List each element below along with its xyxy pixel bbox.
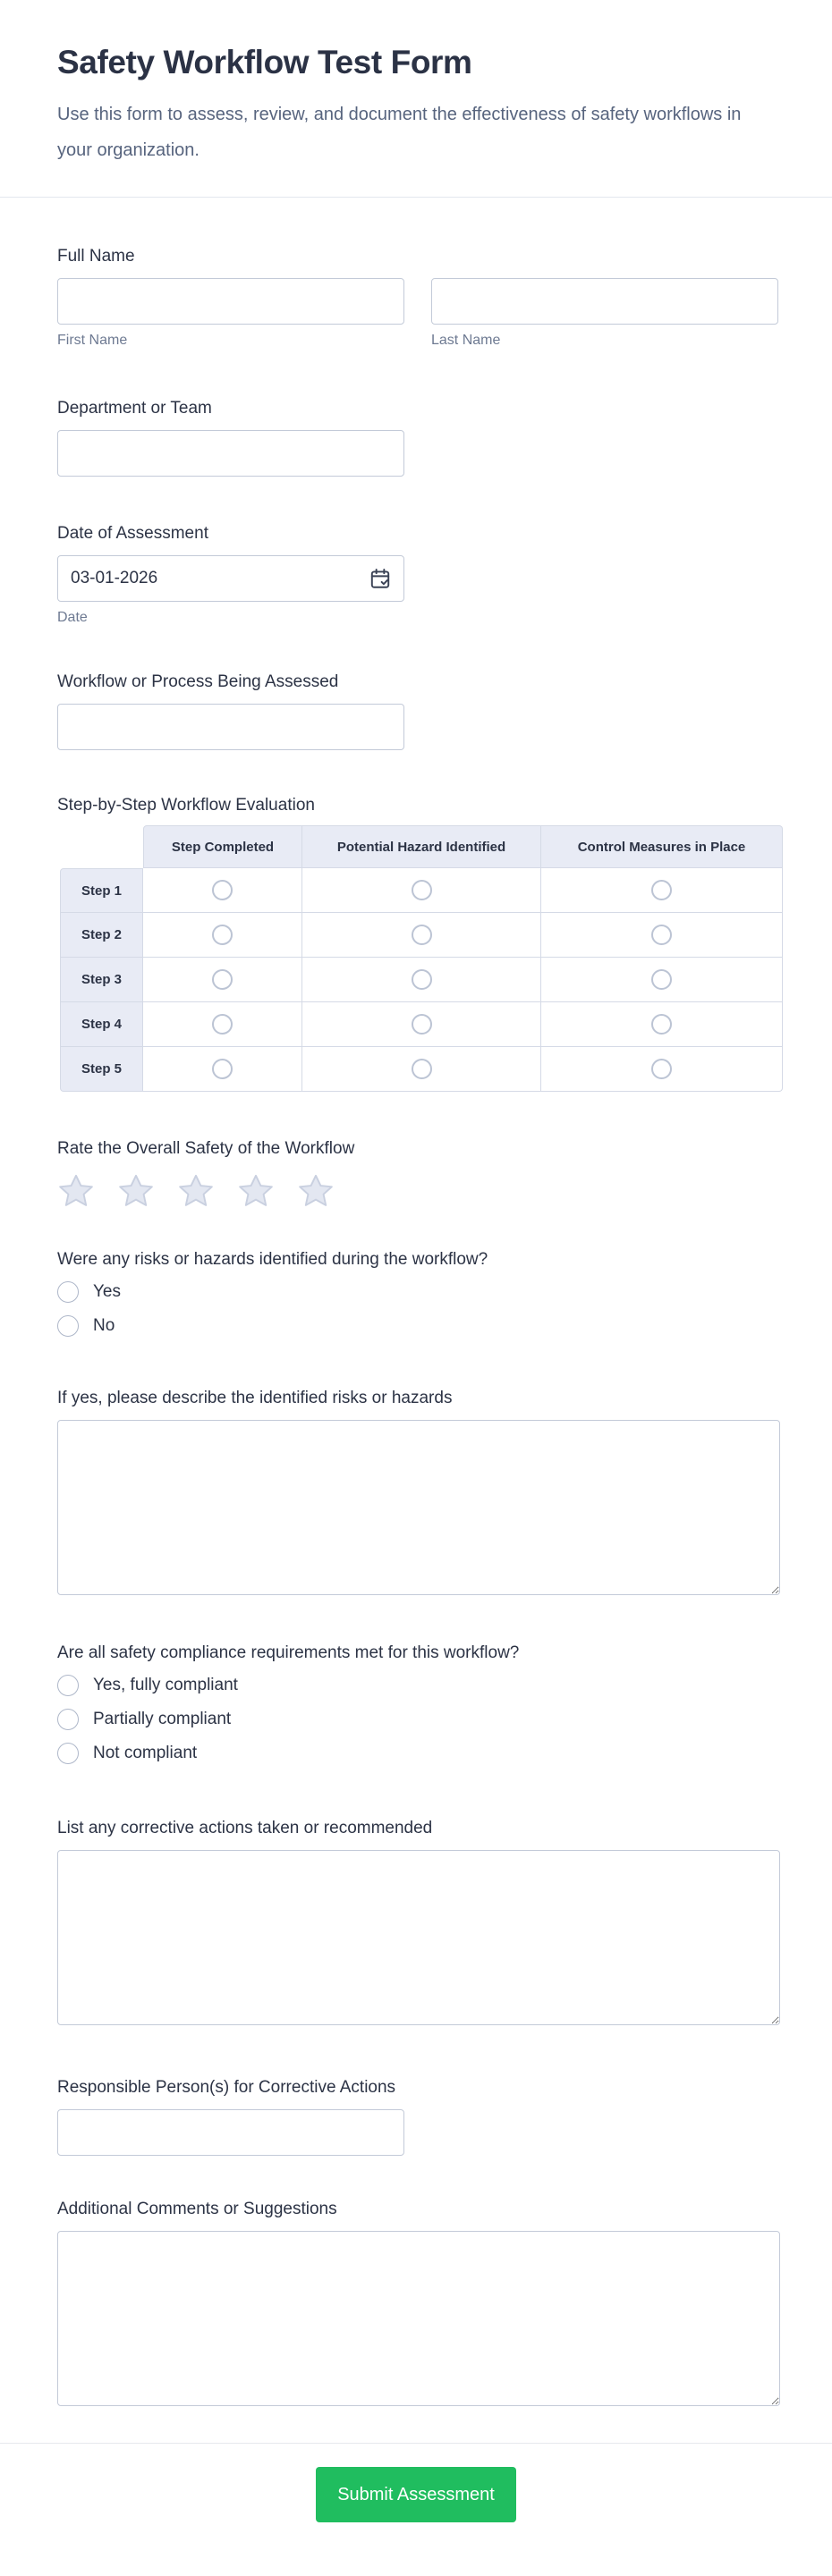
workflow-label: Workflow or Process Being Assessed (57, 672, 339, 691)
radio-icon (212, 880, 233, 900)
first-name-sublabel: First Name (57, 333, 128, 348)
responsible-input-row (57, 2109, 780, 2156)
matrix-row-header: Step 5 (60, 1047, 143, 1092)
risk-description-row (57, 1420, 780, 1595)
radio-label: Partially compliant (93, 1710, 232, 1728)
question-corrective-actions (57, 1818, 780, 2025)
radio-option-no[interactable] (57, 1313, 780, 1339)
matrix-radio-cell[interactable] (143, 958, 302, 1002)
matrix-col-header: Potential Hazard Identified (302, 825, 541, 868)
compliance-label: Are all safety compliance requirements met for this workflow? (57, 1643, 520, 1662)
question-risks (57, 1249, 780, 1339)
department-input[interactable] (57, 430, 404, 477)
radio-icon (651, 1059, 672, 1079)
comments-textarea[interactable] (57, 2231, 780, 2406)
radio-option-not-compliant[interactable] (57, 1741, 780, 1766)
risk-description-textarea[interactable] (57, 1420, 780, 1595)
matrix-row-header: Step 4 (60, 1002, 143, 1047)
star-icon[interactable] (177, 1172, 215, 1210)
question-risk-description (57, 1388, 780, 1595)
matrix-col-header: Control Measures in Place (541, 825, 783, 868)
matrix-row-header: Step 2 (60, 913, 143, 958)
matrix-radio-cell[interactable] (541, 1002, 783, 1047)
matrix-radio-cell[interactable] (541, 1047, 783, 1092)
matrix-row-header: Step 3 (60, 958, 143, 1002)
radio-option-fully-compliant[interactable] (57, 1673, 780, 1698)
radio-label: Yes, fully compliant (93, 1676, 238, 1694)
radio-icon (212, 925, 233, 945)
radio-icon (651, 880, 672, 900)
star-icon[interactable] (237, 1172, 275, 1210)
last-name-input[interactable] (431, 278, 778, 325)
date-input-wrap (57, 555, 404, 602)
radio-icon (651, 925, 672, 945)
radio-icon (57, 1315, 79, 1337)
date-sublabel: Date (57, 610, 88, 625)
radio-icon (57, 1675, 79, 1696)
matrix-col-header: Step Completed (143, 825, 302, 868)
radio-icon (212, 969, 233, 990)
star-icon[interactable] (297, 1172, 335, 1210)
submit-row (0, 2444, 832, 2576)
form-header (0, 0, 832, 197)
matrix-corner-cell (60, 825, 143, 868)
radio-icon (651, 969, 672, 990)
question-department (57, 398, 780, 477)
last-name-col (431, 278, 778, 350)
matrix-radio-cell[interactable] (143, 1002, 302, 1047)
corrective-actions-textarea[interactable] (57, 1850, 780, 2025)
radio-icon (412, 880, 432, 900)
radio-icon (412, 969, 432, 990)
radio-icon (212, 1059, 233, 1079)
question-date (57, 523, 780, 627)
matrix-radio-cell[interactable] (302, 1002, 541, 1047)
submit-button[interactable]: Submit Assessment (316, 2467, 516, 2522)
department-label: Department or Team (57, 399, 212, 418)
matrix-radio-cell[interactable] (541, 913, 783, 958)
radio-icon (412, 1014, 432, 1035)
radio-icon (651, 1014, 672, 1035)
risks-label: Were any risks or hazards identified during the workflow? (57, 1250, 488, 1269)
form-subtitle: Use this form to assess, review, and document the effectiveness of safety workflows in your organization. (57, 105, 742, 160)
comments-label: Additional Comments or Suggestions (57, 2200, 337, 2218)
radio-icon (412, 1059, 432, 1079)
full-name-label: Full Name (57, 247, 135, 266)
date-input[interactable] (57, 555, 404, 602)
matrix-row-header: Step 1 (60, 868, 143, 913)
question-rating (57, 1138, 780, 1210)
matrix-label: Step-by-Step Workflow Evaluation (57, 796, 315, 815)
corrective-actions-label: List any corrective actions taken or recommended (57, 1819, 433, 1837)
form-body (0, 246, 832, 2406)
radio-label: Not compliant (93, 1744, 198, 1762)
star-rating (57, 1172, 780, 1210)
star-icon[interactable] (117, 1172, 155, 1210)
matrix-radio-cell[interactable] (302, 1047, 541, 1092)
comments-row (57, 2231, 780, 2406)
matrix-radio-cell[interactable] (302, 958, 541, 1002)
radio-icon (57, 1281, 79, 1303)
risk-description-label: If yes, please describe the identified risks or hazards (57, 1389, 453, 1407)
question-matrix (57, 795, 780, 1092)
radio-option-partially-compliant[interactable] (57, 1707, 780, 1732)
radio-label: No (93, 1316, 115, 1335)
risks-radio-group (57, 1280, 780, 1339)
question-full-name (57, 246, 780, 350)
radio-icon (412, 925, 432, 945)
matrix-table (60, 825, 780, 1092)
radio-icon (57, 1743, 79, 1764)
question-workflow (57, 671, 780, 750)
first-name-col (57, 278, 404, 350)
corrective-actions-row (57, 1850, 780, 2025)
full-name-inputs (57, 278, 780, 350)
responsible-input[interactable] (57, 2109, 404, 2156)
question-comments (57, 2199, 780, 2406)
radio-label: Yes (93, 1282, 121, 1301)
question-compliance (57, 1643, 780, 1766)
question-responsible (57, 2077, 780, 2156)
compliance-radio-group (57, 1673, 780, 1766)
form-title: Safety Workflow Test Form (57, 44, 472, 80)
department-input-row (57, 430, 780, 477)
matrix-radio-cell[interactable] (302, 868, 541, 913)
header-divider (0, 197, 832, 198)
radio-option-yes[interactable] (57, 1280, 780, 1305)
matrix-radio-cell[interactable] (143, 868, 302, 913)
radio-icon (212, 1014, 233, 1035)
star-icon[interactable] (57, 1172, 95, 1210)
matrix-radio-cell[interactable] (143, 1047, 302, 1092)
radio-icon (57, 1709, 79, 1730)
date-label: Date of Assessment (57, 524, 208, 543)
calendar-check-icon[interactable] (369, 567, 392, 590)
matrix-radio-cell[interactable] (302, 913, 541, 958)
matrix-radio-cell[interactable] (541, 868, 783, 913)
responsible-label: Responsible Person(s) for Corrective Actions (57, 2078, 396, 2097)
first-name-input[interactable] (57, 278, 404, 325)
matrix-radio-cell[interactable] (541, 958, 783, 1002)
workflow-input-row (57, 704, 780, 750)
workflow-input[interactable] (57, 704, 404, 750)
matrix-radio-cell[interactable] (143, 913, 302, 958)
last-name-sublabel: Last Name (431, 333, 501, 348)
rating-label: Rate the Overall Safety of the Workflow (57, 1139, 355, 1158)
